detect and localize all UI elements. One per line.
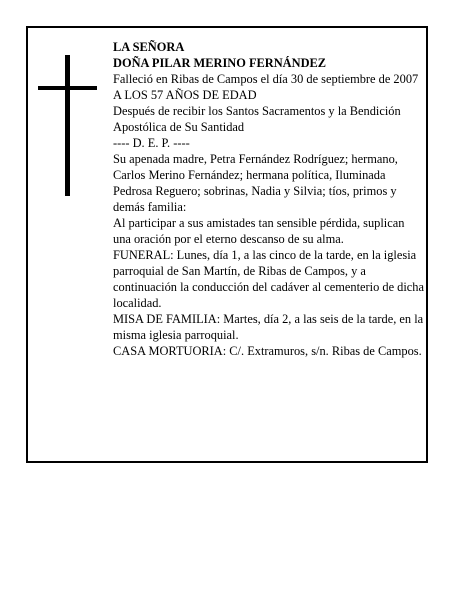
rest-in-peace: ---- D. E. P. ---- [113,136,190,150]
deceased-title: LA SEÑORA [113,40,185,54]
family-list: Su apenada madre, Petra Fernández Rodríguez; hermano, Carlos Merino Fernández; hermana política, Iluminada Pedrosa Reguero; sobrinas, Nadia y Silvia; tíos, primos y demás familia: [113,152,398,214]
death-statement: Falleció en Ribas de Campos el día 30 de septiembre de 2007 [113,72,419,86]
age-statement: A LOS 57 AÑOS DE EDAD [113,88,257,102]
sacraments-statement: Después de recibir los Santos Sacramentos y la Bendición Apostólica de Su Santidad [113,104,401,134]
funeral-info: FUNERAL: Lunes, día 1, a las cinco de la tarde, en la iglesia parroquial de San Martín, de Ribas de Campos, y a continuación la conducción del cadáver al cementerio de dicha localidad. [113,248,424,310]
deceased-name: DOÑA PILAR MERINO FERNÁNDEZ [113,56,327,70]
prayer-request: Al participar a sus amistades tan sensible pérdida, suplican una oración por el eterno descanso de su alma. [113,216,405,246]
obituary-text [113,39,425,359]
funeral-home-info: CASA MORTUORIA: C/. Extramuros, s/n. Ribas de Campos. [113,344,422,358]
family-mass-info: MISA DE FAMILIA: Martes, día 2, a las seis de la tarde, en la misma iglesia parroquial. [113,312,424,342]
